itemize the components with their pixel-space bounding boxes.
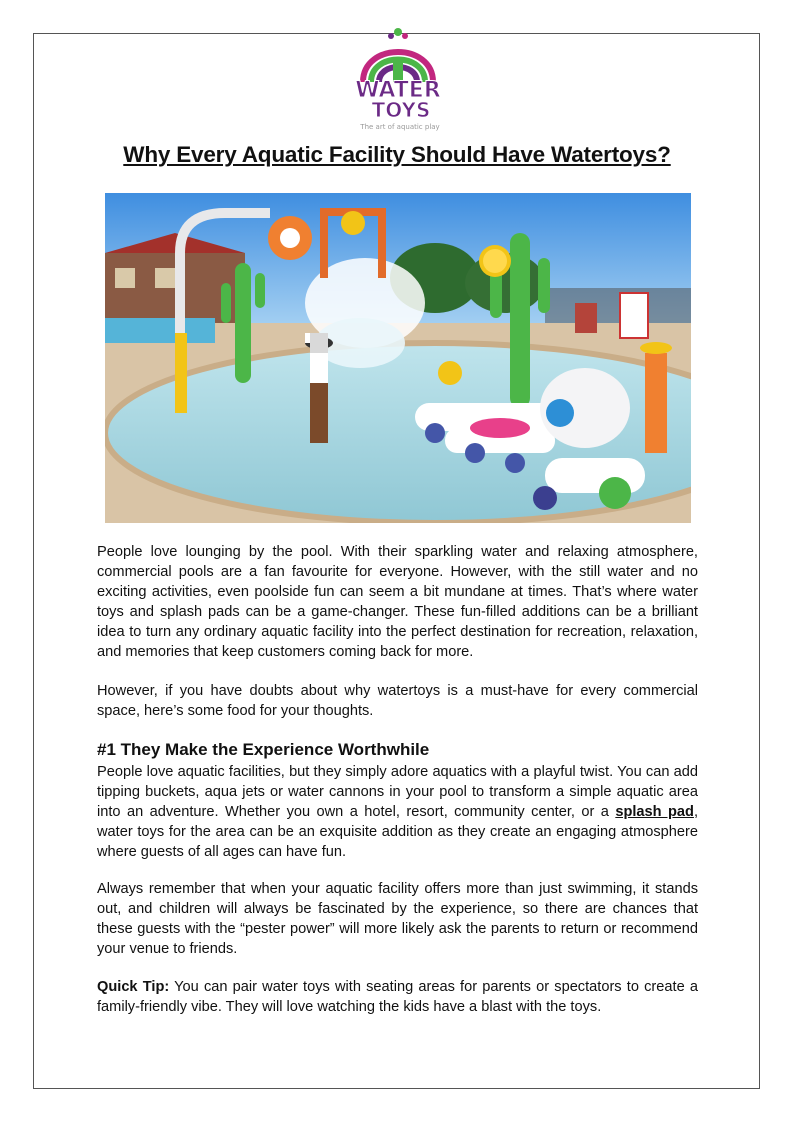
quick-tip-label: Quick Tip:: [97, 979, 170, 995]
paragraph-quick-tip: [97, 977, 698, 1017]
logo-tagline: The art of aquatic play: [360, 123, 440, 131]
splash-pad-photo: [105, 193, 691, 523]
paragraph-experience-start: People love aquatic facilities, but they simply adore aquatics with a playful twist. You can add tipping buckets, aqua jets or water cannons in your pool to transform a simple aquatic area into an adventure. Whether you own a hotel, resort, community center, or a: [97, 764, 698, 820]
watertoys-logo: [343, 22, 453, 134]
paragraph-experience-end: , water toys for the area can be an exquisite addition as they create an engaging atmosphere where guests of all ages can have fun.: [97, 804, 698, 860]
splash-pad-link[interactable]: splash pad: [615, 804, 694, 820]
paragraph-experience: [97, 762, 698, 862]
section-heading-experience: #1 They Make the Experience Worthwhile: [97, 740, 430, 759]
paragraph-intro: People love lounging by the pool. With their sparkling water and relaxing atmosphere, commercial pools are a fan favourite for everyone. However, with the still water and no exciting activities, even poolside fun can seem a bit mundane at times. That’s where water toys and splash pads can be a game-changer. These fun-filled additions can be a brilliant idea to turn any ordinary aquatic facility into the perfect destination for recreation, relaxation, and memories that keep customers coming back for more.: [97, 544, 698, 660]
page-title: Why Every Aquatic Facility Should Have Watertoys?: [123, 142, 671, 167]
logo-wordmark-water: WATER: [355, 78, 441, 103]
quick-tip-text: You can pair water toys with seating areas for parents or spectators to create a family-friendly vibe. They will love watching the kids have a blast with the toys.: [97, 979, 698, 1015]
paragraph-stand-out: Always remember that when your aquatic facility offers more than just swimming, it stands out, and children will always be fascinated by the experience, so there are chances that these guests with the “pester power” will more likely ask the parents to return or recommend your venue to friends.: [97, 881, 698, 957]
paragraph-doubts: However, if you have doubts about why watertoys is a must-have for every commercial space, here’s some food for your thoughts.: [97, 683, 698, 719]
logo-wordmark-toys: TOYS: [371, 98, 431, 122]
